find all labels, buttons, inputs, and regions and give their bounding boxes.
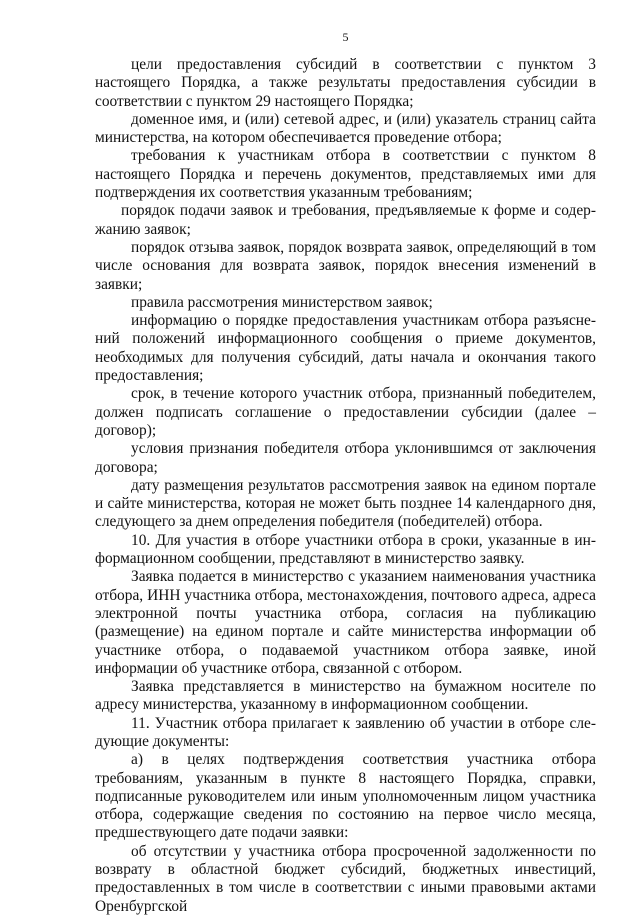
paragraph: 11. Участник отбора прилагает к заявлению об участии в отборе следующие документы: [95,714,596,750]
paragraph: цели предоставления субсидий в соответствии с пунктом 3 настоящего Порядка, а также результаты предоставления субсидии в соответствии с пунктом 29 настоящего Порядка; [95,56,596,110]
paragraph: порядок отзыва заявок, порядок возврата заявок, определяющий в том числе основания для возврата заявок, порядок внесения изменений в заявки; [95,238,596,293]
paragraph: порядок подачи заявок и требования, предъявляемые к форме и содержанию заявок; [95,202,596,238]
paragraph: Заявка подается в министерство с указанием наименования участника отбора, ИНН участника отбора, местонахождения, почтового адреса, адреса электронной почты участника отбора, согласия на публикацию (размещение) на едином портале и сайте министерства информации об участнике отбора, о подаваемой участником отбора заявке, иной информации об участнике отбора, связанной с отбором. [95,568,596,677]
page-number: 5 [342,30,349,44]
document-body [95,56,596,916]
paragraph: правила рассмотрения министерством заявок; [131,293,433,311]
paragraph: доменное имя, и (или) сетевой адрес, и (или) указатель страниц сайта министерства, на котором обеспечивается проведение отбора; [95,110,596,147]
paragraph: Заявка представляется в министерство на бумажном носителе по адресу министерства, указанному в информационном сообщении. [95,678,596,714]
paragraph: требования к участникам отбора в соответствии с пунктом 8 настоящего Порядка и перечень документов, представляемых ими для подтверждения их соответствия указанным требованиям; [95,147,596,202]
paragraph: а) в целях подтверждения соответствия участника отбора требованиям, указанным в пункте 8 настоящего Порядка, справки, подписанные руководителем или иным уполномоченным лицом участника отбора, содержащие сведения по состоянию на первое число месяца, предшествующего дате подачи заявки: [95,751,596,842]
paragraph: об отсутствии у участника отбора просроченной задолженности по возврату в областной бюджет субсидий, бюджетных инвестиций, предоставленных в том числе в соответствии с иными правовыми актами Оренбургской [95,842,596,915]
paragraph: 10. Для участия в отборе участники отбора в сроки, указанные в информационном сообщении, представляют в министерство заявку. [95,531,596,568]
paragraph: условия признания победителя отбора уклонившимся от заключения договора; [95,440,596,476]
paragraph: дату размещения результатов рассмотрения заявок на едином портале и сайте министерства, которая не может быть позднее 14 календарного дня, следующего за днем определения победителя (победителей) отбора. [95,476,596,531]
paragraph: информацию о порядке предоставления участникам отбора разъяснений положений информационного сообщения о приеме документов, необходимых для получения субсидий, даты начала и окончания такого предоставления; [95,312,596,385]
paragraph: срок, в течение которого участник отбора, признанный победителем, должен подписать соглашение о предоставлении субсидии (далее – договор); [95,385,596,439]
